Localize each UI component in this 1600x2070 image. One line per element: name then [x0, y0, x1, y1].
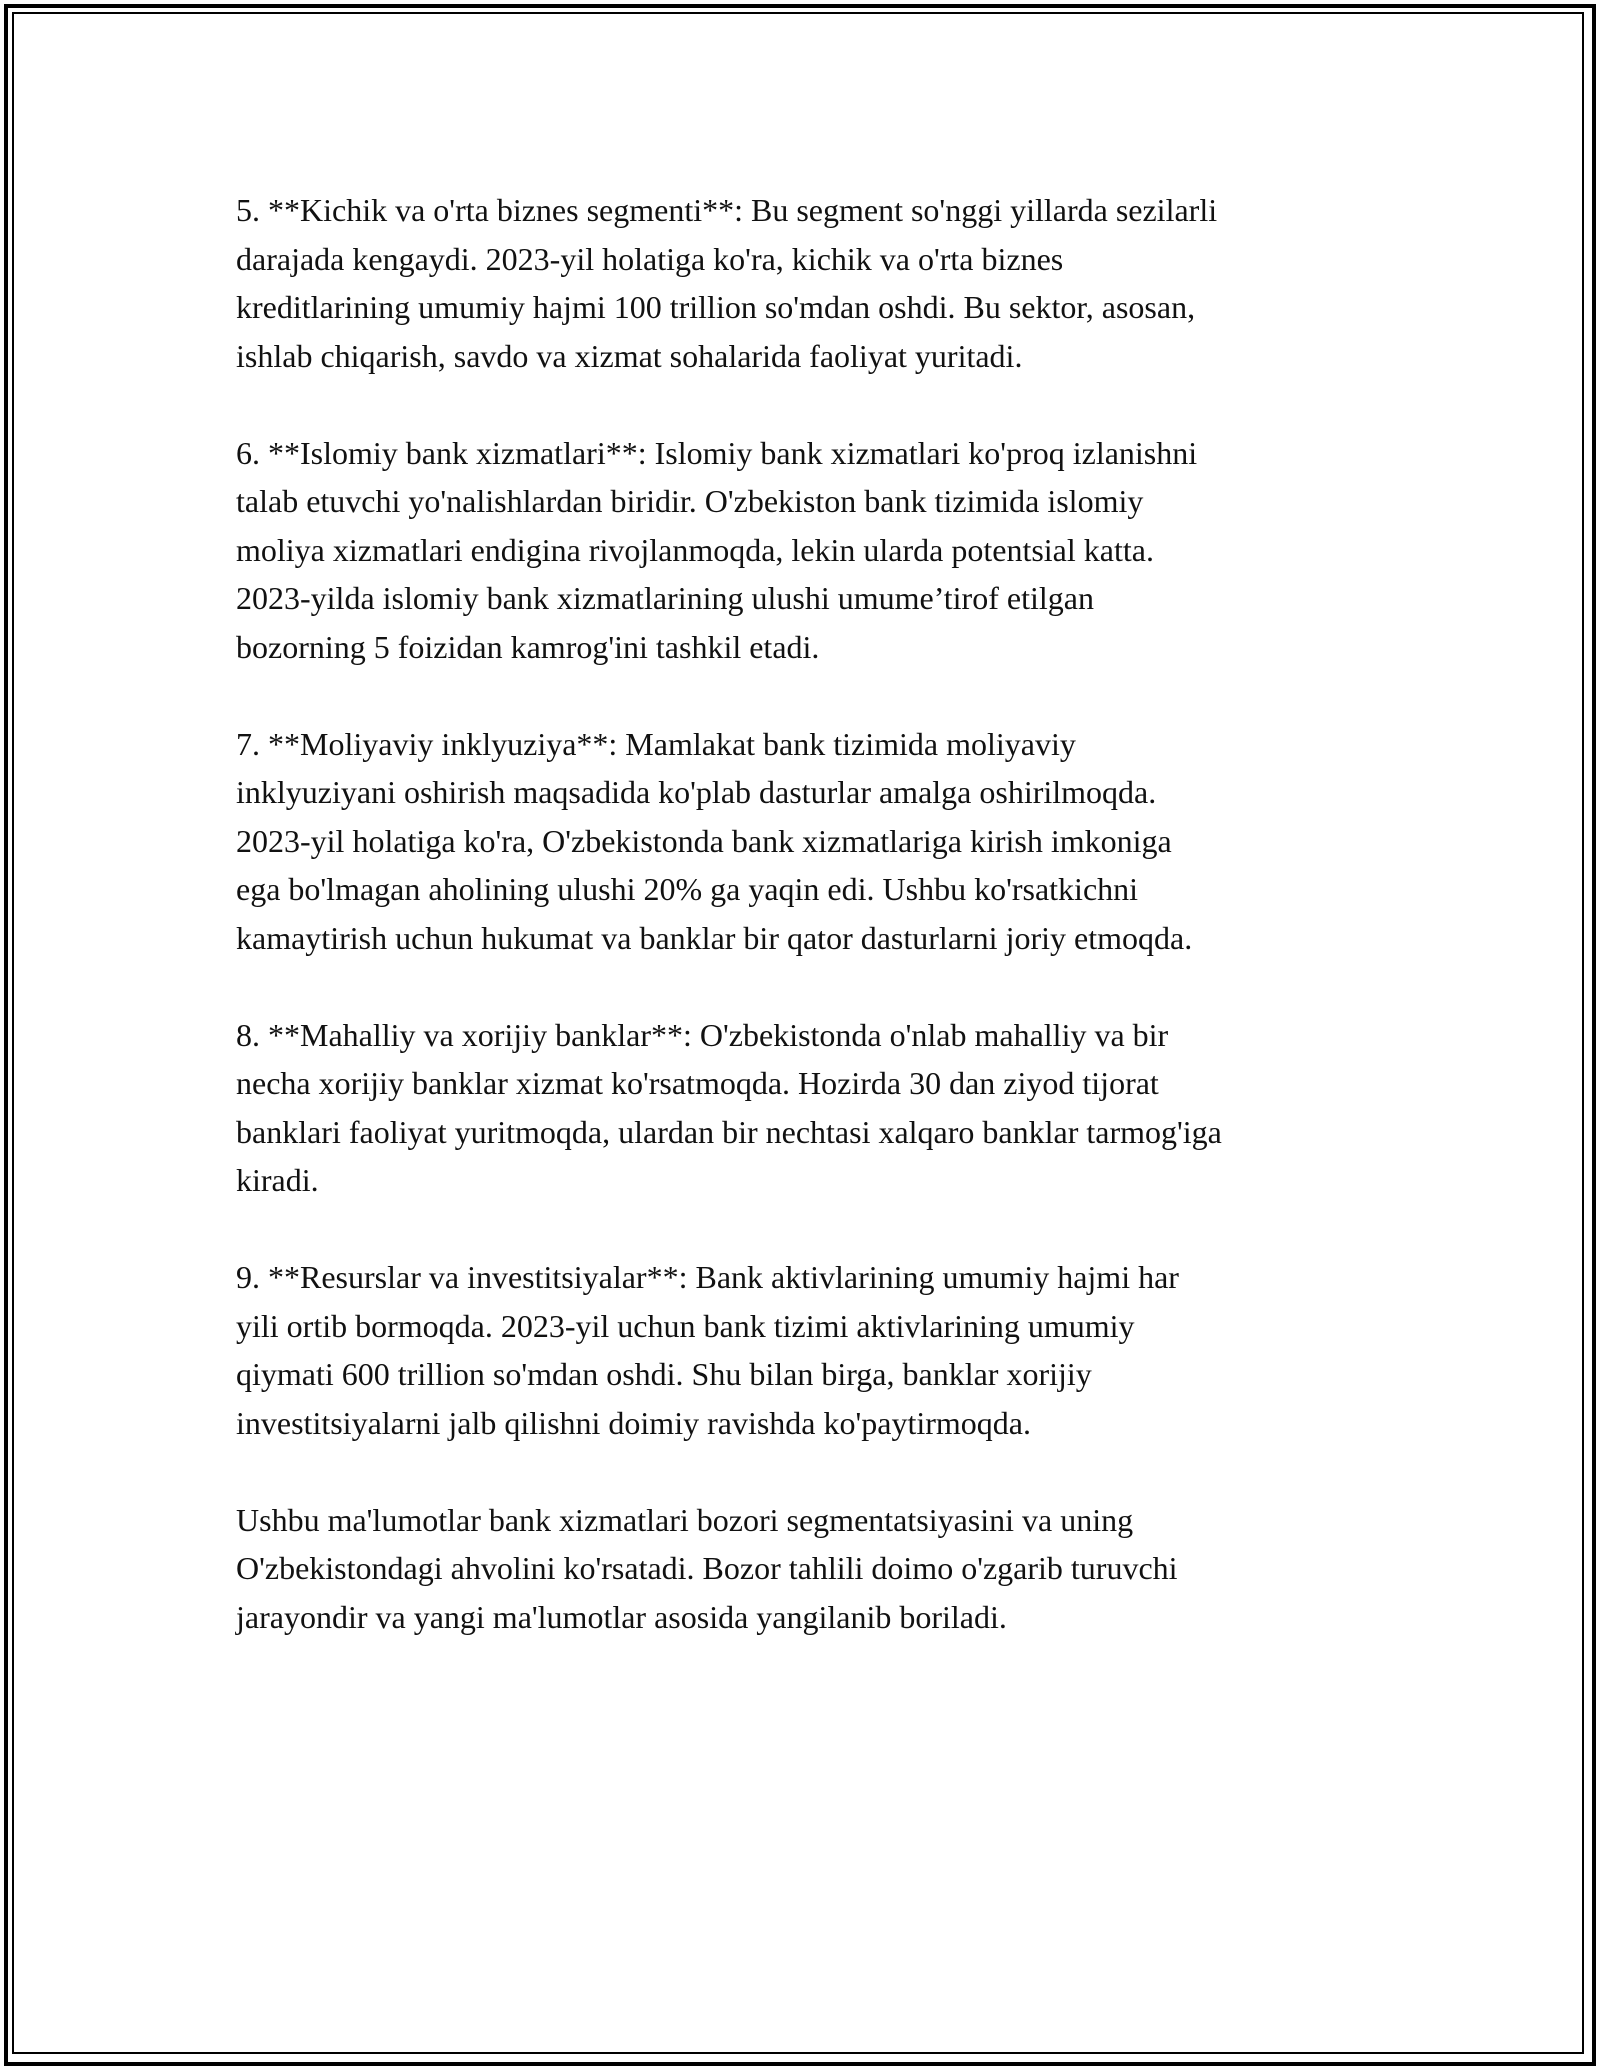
text-line: yili ortib bormoqda. 2023-yil uchun bank tizimi aktivlarining umumiy — [236, 1307, 1135, 1344]
document-body — [236, 186, 1376, 1690]
text-line: ishlab chiqarish, savdo va xizmat sohalarida faoliyat yuritadi. — [236, 337, 1023, 374]
text-line: bozorning 5 foizidan kamrog'ini tashkil etadi. — [236, 628, 820, 665]
text-line: talab etuvchi yo'nalishlardan biridir. O'zbekiston bank tizimida islomiy — [236, 483, 1144, 519]
text-line: banklari faoliyat yuritmoqda, ulardan bir nechtasi xalqaro banklar tarmog'iga — [236, 1113, 1222, 1150]
paragraph-conclusion — [236, 1496, 1376, 1642]
text-line: 5. **Kichik va o'rta biznes segmenti**: Bu segment so'nggi yillarda sezilarli — [236, 192, 1218, 228]
text-line: Ushbu ma'lumotlar bank xizmatlari bozori segmentatsiyasini va uning — [236, 1501, 1134, 1538]
text-line: kamaytirish uchun hukumat va banklar bir qator dasturlarni joriy etmoqda. — [236, 919, 1193, 956]
text-line: investitsiyalarni jalb qilishni doimiy ravishda ko'paytirmoqda. — [236, 1404, 1031, 1441]
paragraph-islamic-banking — [236, 429, 1376, 672]
text-line: 7. **Moliyaviy inklyuziya**: Mamlakat bank tizimida moliyaviy — [236, 725, 1076, 762]
text-line: darajada kengaydi. 2023-yil holatiga ko'ra, kichik va o'rta biznes — [236, 240, 1064, 277]
text-line: jarayondir va yangi ma'lumotlar asosida yangilanib boriladi. — [236, 1598, 1007, 1635]
text-line: 2023-yil holatiga ko'ra, O'zbekistonda bank xizmatlariga kirish imkoniga — [236, 822, 1172, 859]
paragraph-small-medium-business — [236, 186, 1376, 380]
text-line: 8. **Mahalliy va xorijiy banklar**: O'zbekistonda o'nlab mahalliy va bir — [236, 1016, 1169, 1053]
paragraph-local-foreign-banks — [236, 1011, 1376, 1205]
text-line: 2023-yilda islomiy bank xizmatlarining ulushi umume’tirof etilgan — [236, 580, 1094, 616]
paragraph-resources-investments — [236, 1253, 1376, 1447]
text-line: kreditlarining umumiy hajmi 100 trillion so'mdan oshdi. Bu sektor, asosan, — [236, 289, 1196, 325]
text-line: inklyuziyani oshirish maqsadida ko'plab dasturlar amalga oshirilmoqda. — [236, 774, 1157, 810]
text-line: 9. **Resurslar va investitsiyalar**: Bank aktivlarining umumiy hajmi har — [236, 1259, 1179, 1295]
text-line: kiradi. — [236, 1162, 319, 1198]
text-line: necha xorijiy banklar xizmat ko'rsatmoqda. Hozirda 30 dan ziyod tijorat — [236, 1065, 1159, 1101]
text-line: O'zbekistondagi ahvolini ko'rsatadi. Bozor tahlili doimo o'zgarib turuvchi — [236, 1550, 1178, 1586]
text-line: ega bo'lmagan aholining ulushi 20% ga yaqin edi. Ushbu ko'rsatkichni — [236, 871, 1139, 907]
paragraph-financial-inclusion — [236, 720, 1376, 963]
text-line: 6. **Islomiy bank xizmatlari**: Islomiy bank xizmatlari ko'proq izlanishni — [236, 434, 1198, 471]
text-line: qiymati 600 trillion so'mdan oshdi. Shu bilan birga, banklar xorijiy — [236, 1356, 1092, 1392]
text-line: moliya xizmatlari endigina rivojlanmoqda, lekin ularda potentsial katta. — [236, 531, 1154, 568]
